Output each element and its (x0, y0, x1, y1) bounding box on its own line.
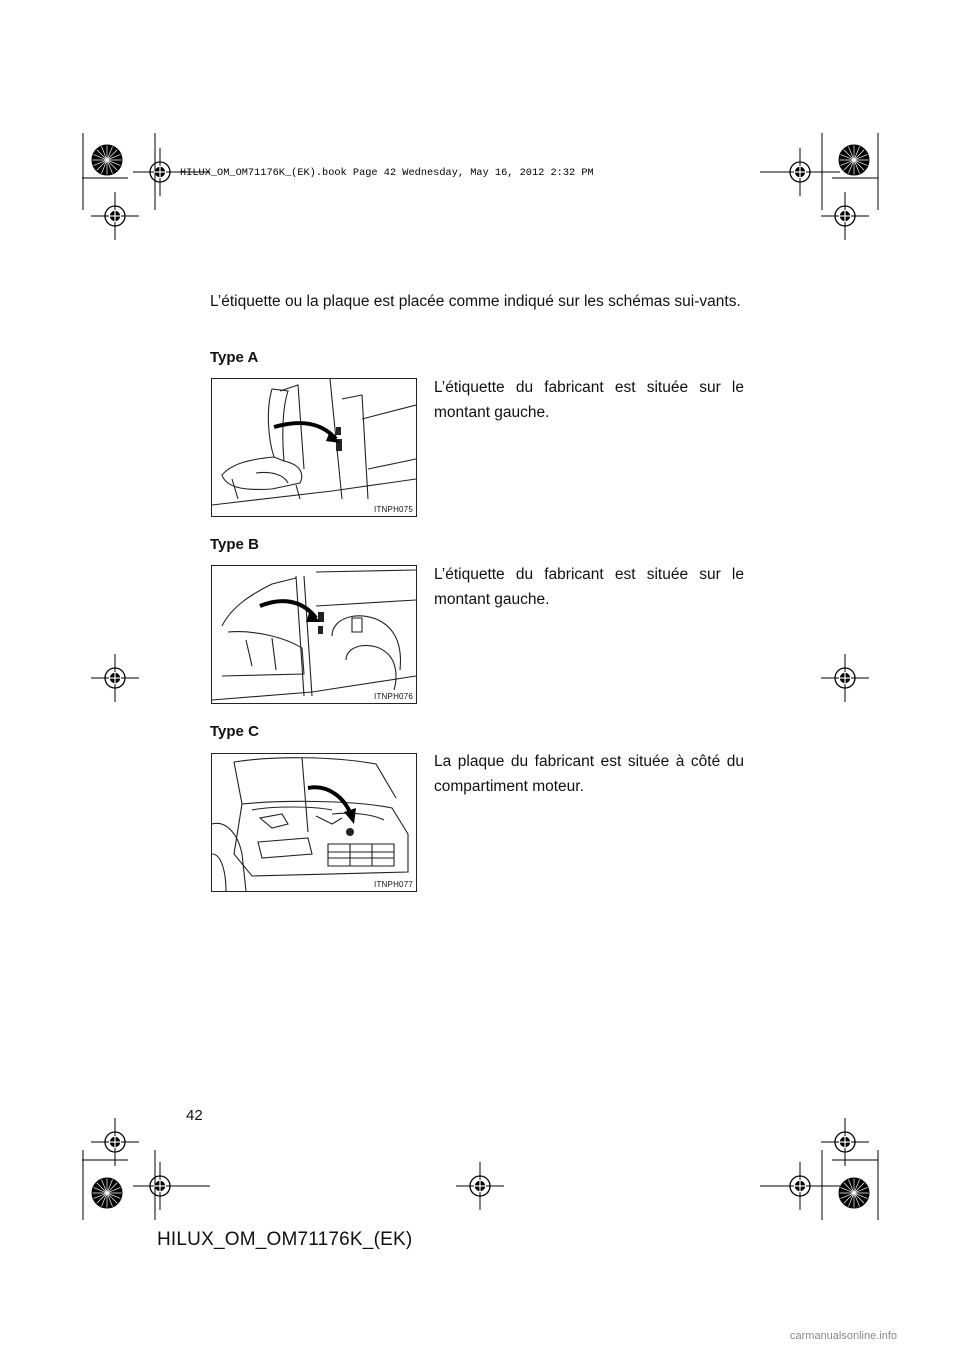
type-c-heading: Type C (210, 723, 259, 740)
document-code: HILUX_OM_OM71176K_(EK) (157, 1229, 413, 1250)
type-b-figure-code: ITNPH076 (374, 692, 413, 701)
page-number: 42 (186, 1107, 203, 1124)
watermark: carmanualsonline.info (790, 1330, 898, 1342)
type-a-figure-code: ITNPH075 (374, 505, 413, 514)
book-header-info: HILUX_OM_OM71176K_(EK).book Page 42 Wednesday, May 16, 2012 2:32 PM (180, 167, 594, 179)
open-hood-engine-illustration (212, 754, 416, 891)
seat-pillar-illustration (212, 379, 416, 516)
type-c-description: La plaque du fabricant est située à côté du compartiment moteur. (434, 753, 744, 795)
type-a-description: L’étiquette du fabricant est située sur le montant gauche. (434, 379, 744, 421)
type-b-description: L’étiquette du fabricant est située sur le montant gauche. (434, 566, 744, 608)
intro-paragraph: L’étiquette ou la plaque est placée comme indiqué sur les schémas sui-vants. (210, 293, 741, 310)
type-b-figure (211, 565, 417, 704)
type-a-heading: Type A (210, 349, 259, 366)
type-a-figure (211, 378, 417, 517)
type-c-figure-code: ITNPH077 (374, 880, 413, 889)
type-b-heading: Type B (210, 536, 259, 553)
pickup-door-pillar-illustration (212, 566, 416, 703)
type-c-figure (211, 753, 417, 892)
